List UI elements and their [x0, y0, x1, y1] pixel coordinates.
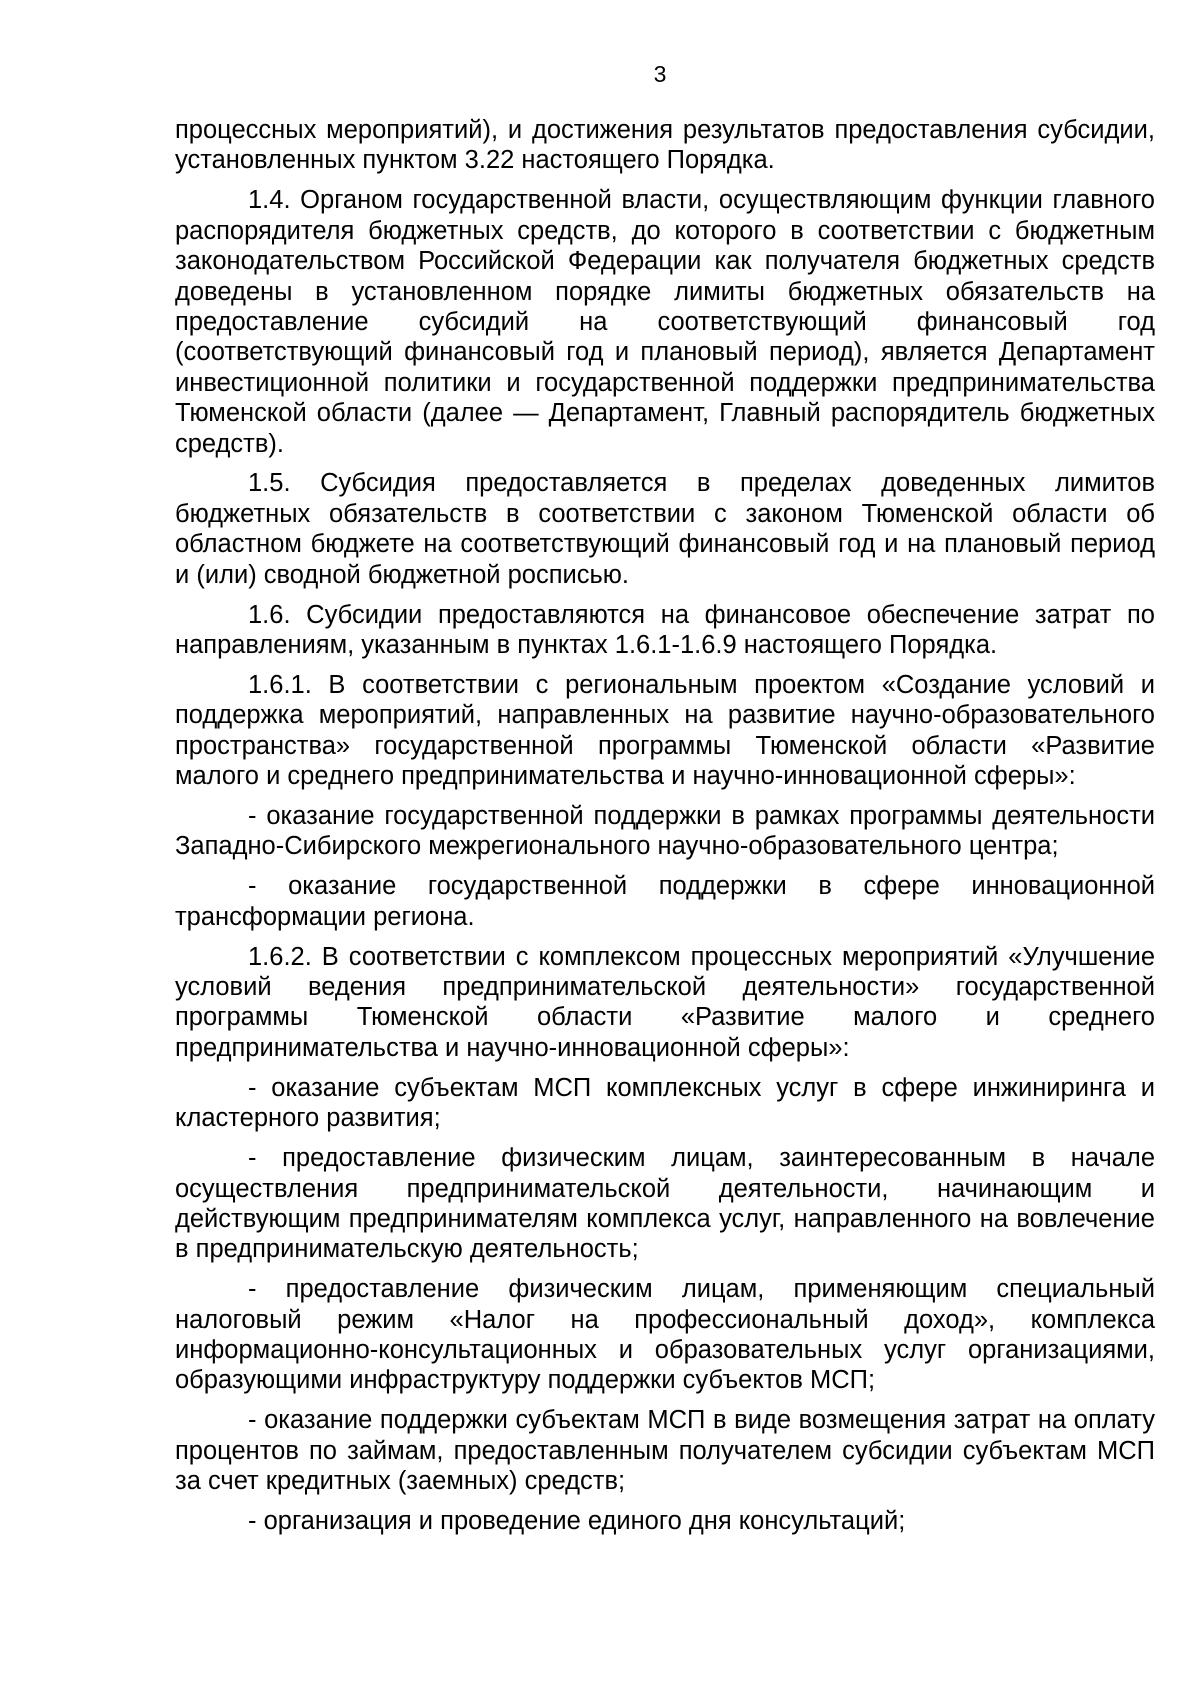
list-item: - оказание государственной поддержки в сфере инновационной трансформации региона.	[175, 872, 1155, 931]
list-item: - оказание поддержки субъектам МСП в виде возмещения затрат на оплату процентов по займам, предоставленным получателем субсидии субъектам МСП за счет кредитных (заемных) средств;	[175, 1406, 1155, 1496]
paragraph-1-4: 1.4. Органом государственной власти, осуществляющим функции главного распорядителя бюджетных средств, до которого в соответствии с бюджетным законодательством Российской Федерации как получателя бюджетных средств доведены в установленном порядке лимиты бюджетных обязательств на предоставление субсидий на соответствующий финансовый год (соответствующий финансовый год и плановый период), является Департамент инвестиционной политики и государственной поддержки предпринимательства Тюменской области (далее — Департамент, Главный распорядитель бюджетных средств).	[175, 186, 1155, 458]
page-number: 3	[653, 61, 667, 87]
paragraph-continuation: процессных мероприятий), и достижения результатов предоставления субсидии, установленных пунктом 3.22 настоящего Порядка.	[175, 116, 1155, 175]
list-item: - предоставление физическим лицам, заинтересованным в начале осуществления предпринимательской деятельности, начинающим и действующим предпринимателям комплекса услуг, направленного на вовлечение в предпринимательскую деятельность;	[175, 1144, 1155, 1264]
paragraph-1-5: 1.5. Субсидия предоставляется в пределах доведенных лимитов бюджетных обязательств в соответствии с законом Тюменской области об областном бюджете на соответствующий финансовый год и на плановый период и (или) сводной бюджетной росписью.	[175, 469, 1155, 589]
list-item: - оказание субъектам МСП комплексных услуг в сфере инжиниринга и кластерного развития;	[175, 1073, 1155, 1133]
paragraph-1-6: 1.6. Субсидии предоставляются на финансовое обеспечение затрат по направлениям, указанным в пунктах 1.6.1-1.6.9 настоящего Порядка.	[175, 600, 1155, 659]
list-item: - предоставление физическим лицам, применяющим специальный налоговый режим «Налог на профессиональный доход», комплекса информационно-консультационных и образовательных услуг организациями, образующими инфраструктуру поддержки субъектов МСП;	[175, 1275, 1155, 1395]
paragraph-1-6-1: 1.6.1. В соответствии с региональным проектом «Создание условий и поддержка мероприятий, направленных на развитие научно-образовательного пространства» государственной программы Тюменской области «Развитие малого и среднего предпринимательства и научно-инновационной сферы»:	[175, 670, 1155, 791]
document-body	[175, 115, 1155, 1546]
list-item: - организация и проведение единого дня консультаций;	[248, 1507, 906, 1536]
paragraph-1-6-2: 1.6.2. В соответствии с комплексом процессных мероприятий «Улучшение условий ведения предпринимательской деятельности» государственной программы Тюменской области «Развитие малого и среднего предпринимательства и научно-инновационной сферы»:	[175, 942, 1155, 1062]
list-item: - оказание государственной поддержки в рамках программы деятельности Западно-Сибирского межрегионального научно-образовательного центра;	[175, 802, 1155, 861]
